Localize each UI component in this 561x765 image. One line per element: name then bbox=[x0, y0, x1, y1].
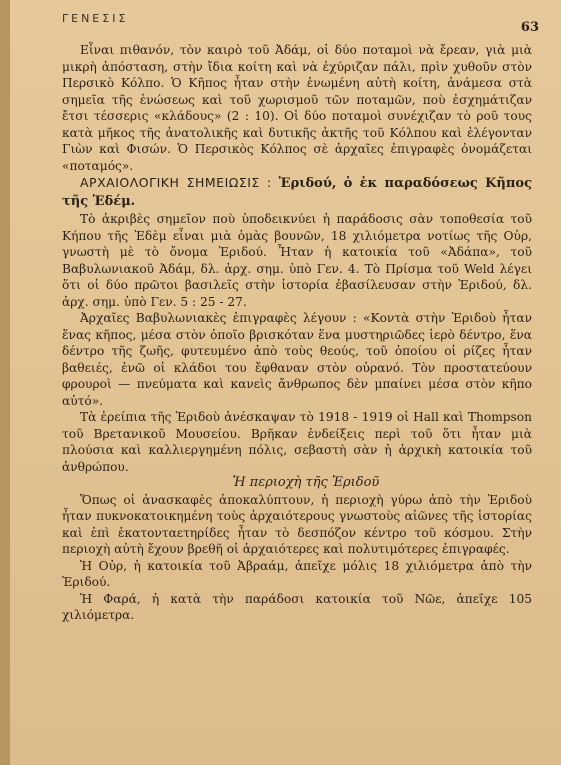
body-text bbox=[62, 42, 532, 624]
paragraph-eridu-location: Τὸ ἀκριβὲς σημεῖον ποὺ ὑποδεικνύει ἡ παράδοσις σὰν τοποθεσία τοῦ Κήπου τῆς Ἐδὲμ εἶναι μιὰ ὁμὰς βουνῶν, 18 χιλιόμετρα νοτίως τῆς Οὐρ, γνωστὴ μὲ τὸ ὄνομα Ἐριδού. Ἦταν ἡ κατοικία τοῦ «Ἀδάπα», τοῦ Βαβυλωνιακοῦ Ἀδάμ, δλ. ἀρχ. σημ. ὑπὸ Γεν. 4. Τὸ Πρίσμα τοῦ Weld λέγει ὅτι οἱ δύο πρῶτοι βασιλεῖς στὴν ἱστορία ἐβασίλευσαν στὴν Ἐριδού, δλ. ἀρχ. σημ. ὑπὸ Γεν. 5 : 25 - 27. bbox=[62, 212, 532, 309]
section-heading-archaeological-note bbox=[62, 174, 532, 211]
paragraph-babylonian-inscriptions: Ἀρχαῖες Βαβυλωνιακὲς ἐπιγραφὲς λέγουν : «Κοντὰ στὴν Ἐριδοὺ ἦταν ἕνας κῆπος, μέσα στὸν ὁποῖο βρισκόταν ἕνα μυστηριῶδες ἱερὸ δέντρο, ἕνα δέντρο τῆς ζωῆς, φυτευμένο ἀπὸ τοὺς θεούς, τοῦ ὁποίου οἱ ρίζες ἦταν βαθειές, ἐνῶ οἱ κλάδοι του ἔφθαναν στὸν οὐρανό. Τὸν προστατεύουν φρουροὶ — πνεύματα καὶ κανεὶς ἄνθρωπος δὲν μπαίνει μέσα στὸν κῆπο αὐτό». bbox=[62, 311, 532, 408]
paragraph-ur: Ἡ Οὐρ, ἡ κατοικία τοῦ Ἀβραάμ, ἀπεῖχε μόλις 18 χιλιόμετρα ἀπὸ τὴν Ἐριδού. bbox=[62, 558, 532, 589]
paragraph-rivers: Εἶναι πιθανόν, τὸν καιρὸ τοῦ Ἀδάμ, οἱ δύο ποταμοὶ νὰ ἔρεαν, γιὰ μιὰ μικρὴ ἀπόσταση, στὴν ἴδια κοίτη καὶ νὰ ἐχύριζαν πάλι, πρὶν χυθοῦν στὸν Περσικὸ Κόλπο. Ὁ Κῆπος ἦταν στὴν ἑνωμένη αὐτὴ κοίτη, ἀνάμεσα στὰ σημεῖα τῆς ἑνώσεως καὶ τοῦ χωρισμοῦ τῶν ποταμῶν, ποὺ ἐσχημάτιζαν ἔτσι τέσσερις «κλάδους» (2 : 10). Οἱ δύο ποταμοὶ συνέχιζαν τὸ ροῦ τους κατὰ μῆκος τῆς ἀνατολικῆς καὶ δυτικῆς ἀκτῆς τοῦ Κόλπου καὶ ἐλέγονταν Γιὼν καὶ Φισών. Ὁ Περσικὸς Κόλπος σὲ ἀρχαῖες ἐπιγραφὲς ὀνομάζεται «ποταμός». bbox=[62, 43, 532, 173]
paragraph-fara: Ἡ Φαρά, ἡ κατὰ τὴν παράδοσι κατοικία τοῦ Νῶε, ἀπεῖχε 105 χιλιόμετρα. bbox=[62, 591, 532, 622]
paragraph-excavations: Τὰ ἐρείπια τῆς Ἐριδοὺ ἀνέσκαψαν τὸ 1918 - 1919 οἱ Hall καὶ Thompson τοῦ Βρετανικοῦ Μουσείου. Βρῆκαν ἐνδείξεις περὶ τοῦ ὅτι ἦταν μιὰ πλούσια καὶ καλλιεργημένη πόλις, σεβαστὴ σὰν ἡ ἀρχικὴ κατοικία τοῦ ἀνθρώπου. bbox=[62, 410, 532, 474]
running-head: ΓΕΝΕΣΙΣ bbox=[62, 12, 129, 25]
heading-caps: ΑΡΧΑΙΟΛΟΓΙΚΗ ΣΗΜΕΙΩΣΙΣ : bbox=[80, 175, 272, 190]
heading-bold: Ἐριδού, ὁ ἐκ παραδόσεως Κῆπος τῆς Ἐδέμ. bbox=[62, 176, 532, 209]
subheading-eridu-region: Ἡ περιοχὴ τῆς Ἐριδοῦ bbox=[232, 475, 380, 490]
page-number: 63 bbox=[520, 20, 539, 35]
paragraph-region: Ὅπως οἱ ἀνασκαφὲς ἀποκαλύπτουν, ἡ περιοχὴ γύρω ἀπὸ τὴν Ἐριδοὺ ἦταν πυκνοκατοικημένη τοὺς ἀρχαιότερους γνωστοὺς αἰῶνες τῆς ἱστορίας καὶ ἐπὶ ἑκατονταετηρίδες ἦταν τὸ δεσπόζον κέντρο τοῦ κόσμου. Στὴν περιοχὴ αὐτὴ ἔχουν βρεθῆ οἱ ἀρχαιότερες καὶ πολυτιμότερες ἐπιγραφές. bbox=[62, 492, 532, 556]
